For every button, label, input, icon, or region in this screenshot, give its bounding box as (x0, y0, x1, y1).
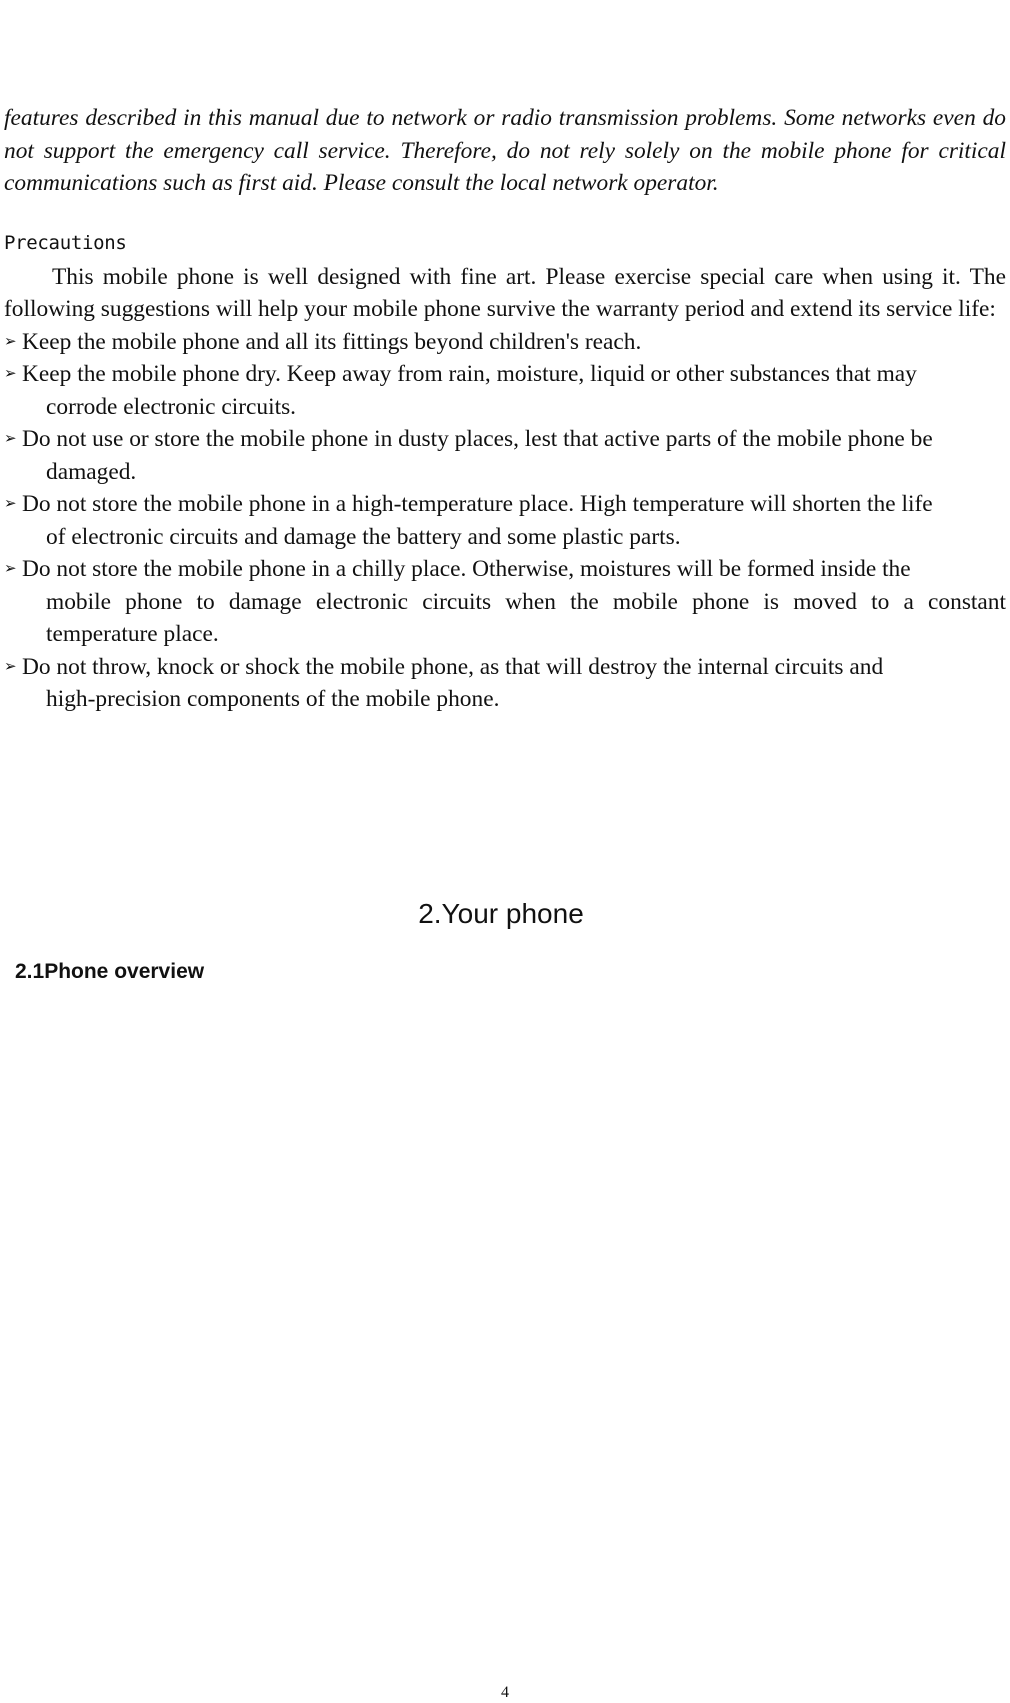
list-item-continuation: corrode electronic circuits. (46, 393, 297, 420)
precautions-list (4, 326, 1006, 716)
page-number: 4 (501, 1684, 509, 1701)
list-item-text: Keep the mobile phone dry. Keep away from rain, moisture, liquid or other substances that may (22, 361, 917, 387)
list-item-continuation: high-precision components of the mobile phone. (46, 686, 500, 712)
arrow-bullet-icon: ➢ (4, 658, 17, 675)
precautions-lead-paragraph: This mobile phone is well designed with fine art. Please exercise special care when using it. The following suggestions will help your mobile phone survive the warranty period and extend its service life: (4, 263, 1006, 322)
list-item-continuation: of electronic circuits and damage the battery and some plastic parts. (46, 523, 681, 550)
list-item-text: Do not throw, knock or shock the mobile phone, as that will destroy the internal circuits and (22, 653, 884, 680)
arrow-bullet-icon: ➢ (4, 561, 17, 577)
list-item-continuation: damaged. (46, 458, 137, 485)
list-item (4, 651, 1006, 716)
list-item (4, 553, 1006, 651)
list-item (4, 423, 1006, 488)
arrow-bullet-icon: ➢ (4, 366, 17, 382)
list-item-text: Do not use or store the mobile phone in dusty places, lest that active parts of the mobile phone be (22, 426, 933, 452)
list-item-text: Keep the mobile phone and all its fittings beyond children's reach. (22, 328, 642, 355)
list-item (4, 326, 1006, 359)
list-item-text: Do not store the mobile phone in a chilly place. Otherwise, moistures will be formed inside the (22, 556, 911, 582)
list-item (4, 488, 1006, 553)
intro-paragraph: features described in this manual due to network or radio transmission problems. Some networks even do not support the emergency call service. Therefore, do not rely solely on the mobile phone for critical communications such as first aid. Please consult the local network operator. (4, 105, 1006, 196)
arrow-bullet-icon: ➢ (4, 496, 17, 512)
chapter-title: 2.Your phone (418, 898, 584, 929)
precautions-heading: Precautions (4, 231, 127, 254)
arrow-bullet-icon: ➢ (4, 431, 17, 447)
arrow-bullet-icon: ➢ (4, 333, 17, 350)
manual-page (4, 102, 1006, 716)
subsection-title: 2.1Phone overview (15, 960, 205, 983)
list-item-text: Do not store the mobile phone in a high-temperature place. High temperature will shorten the life (22, 491, 933, 517)
list-item-continuation: mobile phone to damage electronic circuits when the mobile phone is moved to a constant temperature place. (46, 588, 1006, 647)
list-item (4, 358, 1006, 423)
